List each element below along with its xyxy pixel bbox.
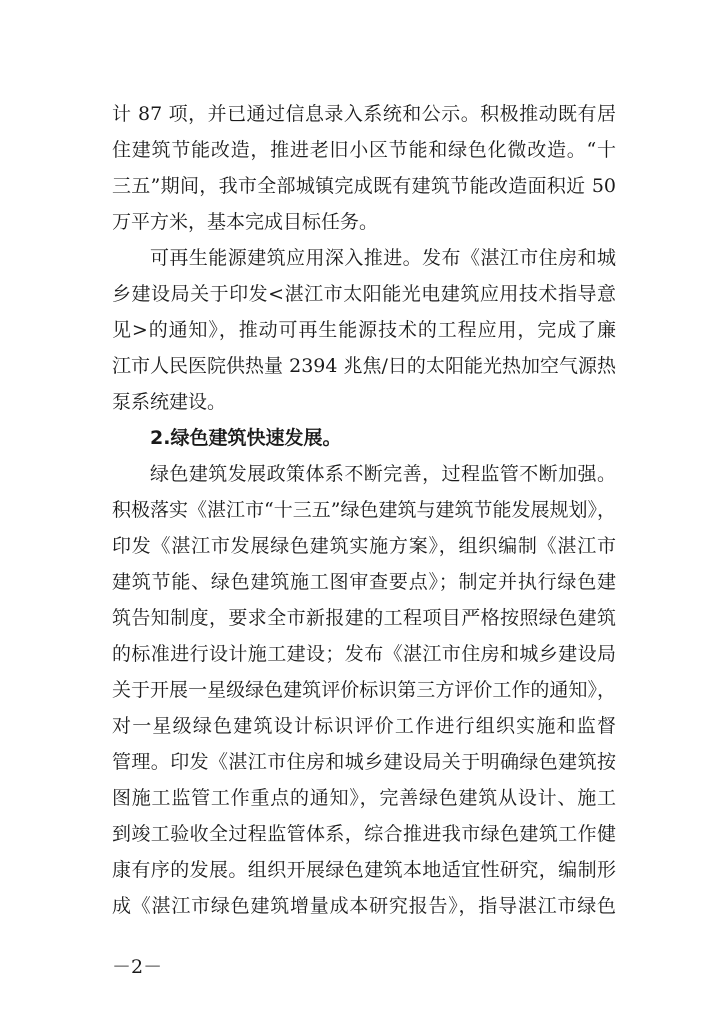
paragraph-start-line: 绿色建筑发展政策体系不断完善，过程监管不断加强。 [150, 463, 616, 485]
text-line: 乡建设局关于印发<湛江市太阳能光电建筑应用技术指导意 [112, 283, 616, 305]
text-line: 计 87 项，并已通过信息录入系统和公示。积极推动既有居 [112, 103, 616, 125]
text-line: 积极落实《湛江市“十三五”绿色建筑与建筑节能发展规划》， [112, 499, 616, 521]
text-line: 见>的通知》，推动可再生能源技术的工程应用，完成了廉 [112, 319, 616, 341]
text-line: 成《湛江市绿色建筑增量成本研究报告》，指导湛江市绿色 [112, 895, 616, 917]
text-line: 住建筑节能改造，推进老旧小区节能和绿色化微改造。“十 [112, 139, 616, 161]
document-body [112, 96, 616, 924]
text-line: 三五”期间，我市全部城镇完成既有建筑节能改造面积近 50 [112, 175, 616, 197]
text-line: 关于开展一星级绿色建筑评价标识第三方评价工作的通知》， [112, 679, 616, 701]
page-number: －2－ [112, 956, 163, 978]
text-line: 到竣工验收全过程监管体系，综合推进我市绿色建筑工作健 [112, 823, 616, 845]
text-line: 泵系统建设。 [112, 391, 227, 413]
text-line: 管理。印发《湛江市住房和城乡建设局关于明确绿色建筑按 [112, 751, 616, 773]
text-line: 筑告知制度，要求全市新报建的工程项目严格按照绿色建筑 [112, 607, 616, 629]
text-line: 印发《湛江市发展绿色建筑实施方案》，组织编制《湛江市 [112, 535, 616, 557]
text-line: 的标准进行设计施工建设；发布《湛江市住房和城乡建设局 [112, 643, 616, 665]
text-line: 建筑节能、绿色建筑施工图审查要点》；制定并执行绿色建 [112, 571, 616, 593]
text-line: 万平方米，基本完成目标任务。 [112, 211, 379, 233]
paragraph-start-line: 可再生能源建筑应用深入推进。发布《湛江市住房和城 [150, 247, 616, 269]
text-line: 康有序的发展。组织开展绿色建筑本地适宜性研究，编制形 [112, 859, 616, 881]
text-line: 对一星级绿色建筑设计标识评价工作进行组织实施和监督 [112, 715, 616, 737]
text-line: 江市人民医院供热量 2394 兆焦/日的太阳能光热加空气源热 [112, 355, 616, 377]
text-line: 图施工监管工作重点的通知》，完善绿色建筑从设计、施工 [112, 787, 616, 809]
section-heading: 2.绿色建筑快速发展。 [150, 427, 342, 449]
